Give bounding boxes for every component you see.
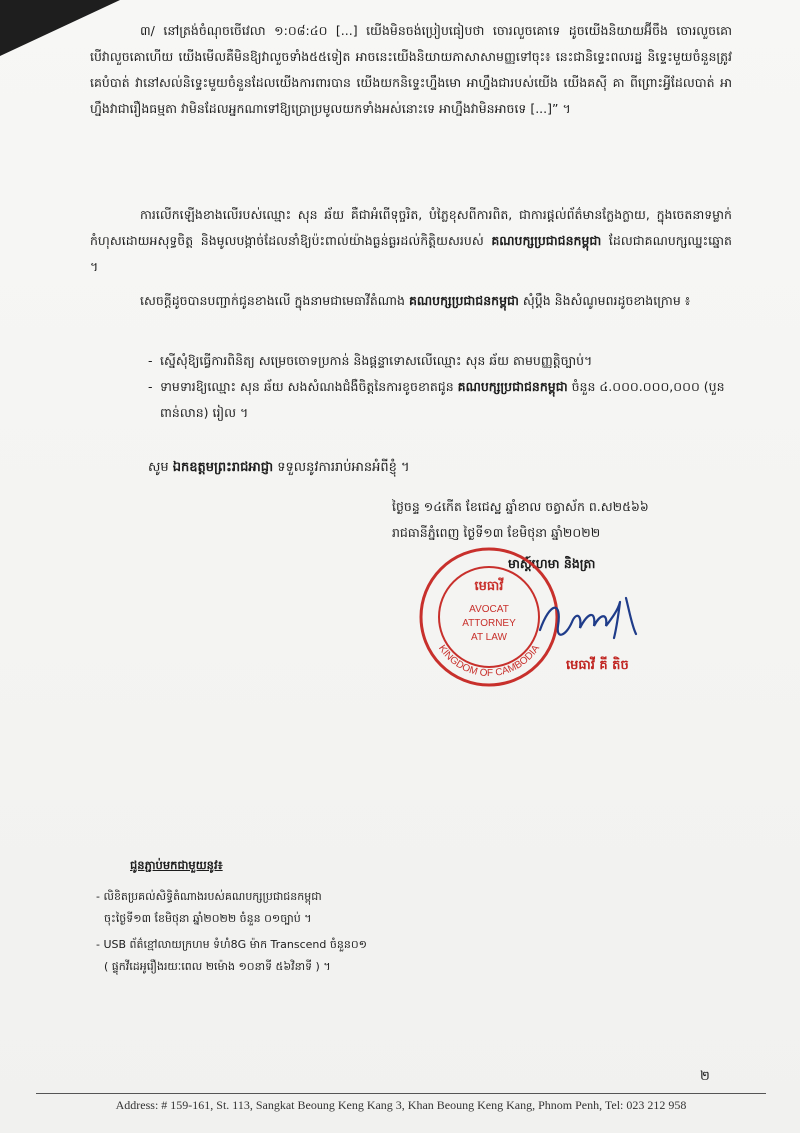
page-number: ២ <box>700 1069 710 1084</box>
enclosure-line: ចុះថ្ងៃទី១៣ ខែមិថុនា ឆ្នាំ២០២២ ចំនួន ០១ច្បាប់ ។ <box>104 912 312 925</box>
party-name: គណបក្សប្រជាជនកម្ពុជា <box>457 379 568 394</box>
enclosure-line: - USB ព័ត៌ខ្មៅលាយក្រហម ទំហំ8G ម៉ាក Transcend ចំនួន០១ <box>96 938 367 951</box>
place-date: រាជធានីភ្នំពេញ ថ្ងៃទី១៣ ខែមិថុនា ឆ្នាំ២០២២ <box>392 525 601 540</box>
paragraph-allegation-end: ដែលជាគណបក្សឈ្នះឆ្នោត ។ <box>90 233 732 274</box>
list-item: - ទាមទារឱ្យឈ្មោះ សុន ឆ័យ សងសំណងជំងឺចិត្តនៃការខូចខាតជូន គណបក្សប្រជាជនកម្ពុជា ចំនួន ៤.០០០.០០០,០០០ (បួនពាន់លាន) រៀល ។ <box>148 374 738 426</box>
seal-line-1: AVOCAT <box>469 604 509 615</box>
signature-title: មាស្ដ៍ហេមា និងត្រា <box>508 556 596 571</box>
party-name: គណបក្សប្រជាជនកម្ពុជា <box>491 233 602 248</box>
seal-top-text: មេធាវី <box>474 579 504 594</box>
lawyer-name: មេធាវី គី តិច <box>566 658 629 673</box>
paragraph-allegation <box>90 202 732 280</box>
enclosure-line: - លិខិតប្រគល់សិទ្ធិតំណាងរបស់គណបក្សប្រជាជនកម្ពុជា <box>96 890 322 903</box>
paragraph-quote: ៣/ នៅត្រង់ចំណុចចេីវេលា ១:០៨:៤០ [...] យេីងមិនចង់ប្រៀបធៀបថា ចោរលួចគោទេ ដូចយេីងនិយាយអ៊ីចឹង ចោរលួចគោ បេីវាលួចគោហេីយ យេីងមេីលគឺមិនឱ្យវាលួចទាំង៥៥ទៀត អាចនេះយេីងនិយាយភាសាសាមញ្ញទៅចុះ៖ នេះជានិទ្ទេះពលរដ្ឋ និទ្ទេះមួយចំនួនត្រូវគេបំបាត់ វានៅសល់និទ្ទេះមួយចំនួនដែលយេីងការពារបាន យេីងយកនិទ្ទេះហ្នឹងមេា អាហ្នឹងជារបស់យេីង យេីងគស៊ី គា ពីព្រោះអ្វីដែលបាត់ អាហ្នឹងវាជារឿងធម្មតា វាមិនដែលអ្នកណាទៅឱ្យប្រេាប្រមូលយកទាំងអស់នោះទេ អាហ្នឹងវាមិនអាចទេ [...]” ។ <box>90 23 732 116</box>
seal-line-2: ATTORNEY <box>462 618 516 629</box>
lunar-date: ថ្ងៃចន្ទ ១៤កេីត ខែជេស្ឋ ឆ្នាំខាល ចត្វាស័ក ព.ស២៥៦៦ <box>392 499 649 514</box>
request-list <box>148 348 738 426</box>
footer-address: Address: # 159-161, St. 113, Sangkat Beoung Keng Kang 3, Khan Beoung Keng Kang, Phnom Penh, Tel: 023 212 958 <box>115 1098 687 1112</box>
party-name: គណបក្សប្រជាជនកម្ពុជា <box>408 293 519 308</box>
enclosure-line: ( ផ្ទុកវីដេអូរឿងរយៈពេល ២ម៉ោង ១០នាទី ៥៦វិនាទី ) ។ <box>104 960 331 973</box>
handwritten-signature <box>536 592 646 648</box>
prosecutor-title: ឯកឧត្តមព្រះរាជអាជ្ញា <box>172 460 274 475</box>
footer-divider <box>36 1093 766 1094</box>
request-item-2: ទាមទារឱ្យឈ្មោះ សុន ឆ័យ សងសំណងជំងឺចិត្តនៃការខូចខាតជូន គណបក្សប្រជាជនកម្ពុជា ចំនួន ៤.០០០.០០០,០០០ (បួនពាន់លាន) រៀល ។ <box>160 379 725 420</box>
request-item-1: ស្នេីសុំឱ្យធ្វេីការពិនិត្យ សម្រេចចោទប្រកាន់ និងផ្តន្ទាទោសលេីឈ្មោះ សុន ឆ័យ តាមបញ្ញត្តិច្បាប់។ <box>160 353 593 368</box>
list-item: - ស្នេីសុំឱ្យធ្វេីការពិនិត្យ សម្រេចចោទប្រកាន់ និងផ្តន្ទាទោសលេីឈ្មោះ សុន ឆ័យ តាមបញ្ញត្តិច្បាប់។ <box>148 348 738 374</box>
seal-ring-text: KINGDOM OF CAMBODIA <box>436 643 542 680</box>
paragraph-request-text: សេចក្តីដូចបានបញ្ជាក់ជូនខាងលេី ក្នុងនាមជាមេធាវីតំណាង <box>140 293 409 308</box>
paragraph-request <box>90 288 732 314</box>
seal-line-3: AT LAW <box>471 632 507 643</box>
paragraph-request-end: សុំប្តឹង និងសំណូមពរដូចខាងក្រោម ៖ <box>518 293 691 308</box>
paragraph-allegation-text: ការលេីកឡេីងខាងលេីរបស់ឈ្មោះ សុន ឆ័យ គឺជាអំពេីទុច្ចរិត, បំភ្លៃខុសពីការពិត, ជាការផ្តល់ព័ត៌មានក្លែងក្លាយ, ក្នុងចេតនាទម្លាក់កំហុសដោយអសុទ្ធចិត្ត និងមូលបង្កាច់ដែលនាំឱ្យប៉ះពាល់យ៉ាងធ្ងន់ធ្ងរដល់កិត្តិយសរបស់ <box>90 207 732 248</box>
closing-line: សូម ឯកឧត្តមព្រះរាជអាជ្ញា ទទួលនូវការរាប់អានអំពីខ្ញុំ ។ <box>148 460 410 475</box>
enclosures-title: ជូនភ្ជាប់មកជាមួយនូវ៖ <box>130 858 223 872</box>
